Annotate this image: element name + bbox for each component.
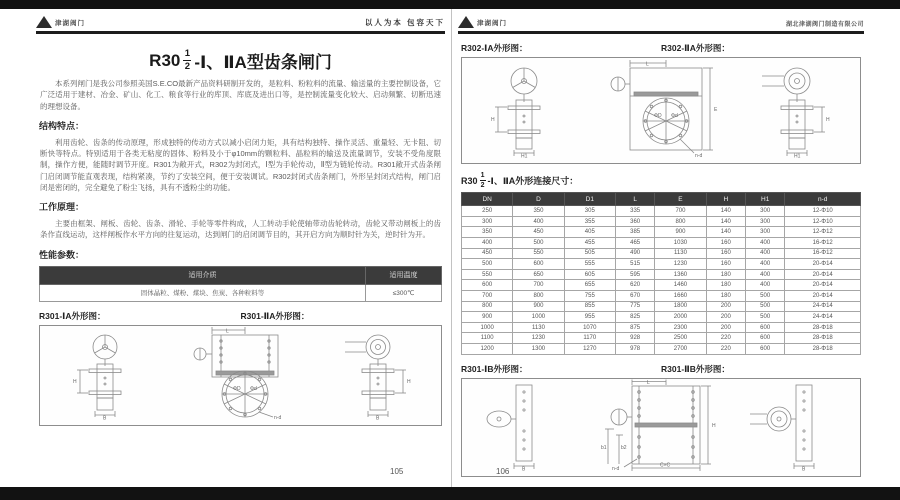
side-view-chainwheel — [762, 68, 825, 156]
front-view-enclosed — [611, 60, 713, 153]
logo-text: 津湖阀门 — [477, 19, 507, 27]
table-cell: 160 — [706, 237, 745, 248]
table-row — [462, 343, 861, 354]
table-cell: 2000 — [655, 312, 706, 323]
connection-size-heading — [461, 172, 861, 189]
figure-box-r301a — [39, 325, 442, 426]
page-number: 106 — [496, 467, 510, 476]
table-cell: 20-Φ14 — [785, 269, 861, 280]
figure-box-r302a — [461, 57, 861, 164]
company-logo — [458, 16, 507, 28]
table-cell: 1270 — [564, 343, 615, 354]
table-cell: 955 — [564, 312, 615, 323]
table-row — [462, 301, 861, 312]
fraction-bar — [480, 180, 486, 181]
table-cell: 300 — [746, 216, 785, 227]
table-cell: 400 — [746, 269, 785, 280]
table-cell: 500 — [746, 312, 785, 323]
table-cell: 700 — [462, 290, 513, 301]
conn-heading-suffix: -Ⅰ、ⅡA外形连接尺寸： — [487, 176, 579, 187]
side-view-chainwheel — [345, 335, 406, 417]
table-cell: 595 — [615, 269, 654, 280]
table-cell: 515 — [615, 259, 654, 270]
table-cell: 500 — [746, 301, 785, 312]
page-header — [36, 16, 445, 34]
column-header: 适用介质 — [40, 266, 366, 284]
table-cell: 180 — [706, 290, 745, 301]
table-cell: 400 — [513, 216, 564, 227]
connection-dimension-table — [461, 192, 861, 354]
dim-label-B: B — [522, 466, 526, 471]
table-cell: 200 — [706, 301, 745, 312]
table-cell: 855 — [564, 301, 615, 312]
section-heading-principle: 工作原理： — [39, 202, 85, 212]
table-cell: 140 — [706, 206, 745, 217]
table-cell: 335 — [615, 206, 654, 217]
table-cell: 600 — [462, 280, 513, 291]
conn-heading-fraction — [480, 172, 486, 189]
dim-label-L: L — [226, 328, 229, 334]
table-row — [462, 333, 861, 344]
table-cell: 2700 — [655, 343, 706, 354]
table-cell: 655 — [564, 280, 615, 291]
table-cell: 24-Φ14 — [785, 301, 861, 312]
dim-label-phiD: ΦD — [233, 385, 241, 392]
table-cell: 180 — [706, 280, 745, 291]
column-header: H1 — [746, 193, 785, 206]
table-cell: 490 — [615, 248, 654, 259]
table-cell: 1300 — [513, 343, 564, 354]
fraction-denominator: 2 — [184, 61, 190, 73]
page-105 — [30, 9, 451, 487]
figure-headings-top — [461, 42, 861, 54]
column-header: 适用温度 — [366, 266, 442, 284]
table-cell: 1100 — [462, 333, 513, 344]
column-header: L — [615, 193, 654, 206]
fraction-denominator: 2 — [480, 182, 485, 190]
top-black-bar — [0, 0, 900, 9]
table-cell: 固体晶粒、煤粉、煤块、焦炭、各种粒料等 — [40, 284, 366, 301]
table-cell: 605 — [564, 269, 615, 280]
principle-paragraph: 主要由框架、闸板、齿轮、齿条、滑轮、手轮等零件构成，人工转动手轮使轴带动齿轮转动，齿轮又带动闸板上的齿条作直线运动，这样闸板作水平方向的往复运动，达到闸门的启闭调节目的，其开启方向为顺时针为关，逆时针为开。 — [40, 219, 441, 240]
figure-heading-r301-1b: R301-ⅠB外形图： — [461, 363, 528, 374]
table-row — [462, 237, 861, 248]
table-cell: 12-Φ10 — [785, 206, 861, 217]
table-cell: 800 — [462, 301, 513, 312]
table-cell: 450 — [513, 227, 564, 238]
table-cell: 450 — [462, 248, 513, 259]
table-cell: 220 — [706, 343, 745, 354]
column-header: n-d — [785, 193, 861, 206]
dim-label-b2: b2 — [621, 444, 627, 451]
title-fraction — [183, 49, 191, 72]
table-cell: 500 — [513, 237, 564, 248]
table-cell: 12-Φ10 — [785, 216, 861, 227]
column-header: D1 — [564, 193, 615, 206]
table-cell: 400 — [746, 280, 785, 291]
table-cell: 455 — [564, 237, 615, 248]
column-header: DN — [462, 193, 513, 206]
table-row — [462, 248, 861, 259]
performance-table — [39, 266, 442, 302]
table-cell: 20-Φ14 — [785, 280, 861, 291]
company-logo — [36, 16, 85, 28]
table-cell: 140 — [706, 216, 745, 227]
table-cell: 1000 — [513, 312, 564, 323]
dim-label-B: B — [376, 415, 380, 420]
side-view-handwheel — [487, 385, 534, 469]
dim-label-B: B — [103, 415, 107, 420]
table-cell: 500 — [462, 259, 513, 270]
figure-box-r301b — [461, 378, 861, 477]
technical-drawing-r302a — [462, 58, 860, 158]
dim-label-H: H — [712, 422, 716, 429]
table-cell: 28-Φ18 — [785, 343, 861, 354]
table-cell: 700 — [513, 280, 564, 291]
table-cell: 385 — [615, 227, 654, 238]
dim-label-nd: n-d — [274, 414, 282, 420]
table-cell: 300 — [746, 206, 785, 217]
dim-label-E: E — [714, 107, 718, 113]
table-cell: 800 — [655, 216, 706, 227]
table-cell: 305 — [564, 206, 615, 217]
table-cell: 1000 — [462, 322, 513, 333]
table-cell: 16-Φ12 — [785, 248, 861, 259]
page-number: 105 — [390, 467, 404, 476]
header-slogan: 以人为本 包容天下 — [364, 18, 445, 27]
table-cell: 16-Φ12 — [785, 237, 861, 248]
dim-label-L: L — [646, 61, 649, 68]
table-row — [40, 284, 442, 301]
table-cell: 220 — [706, 333, 745, 344]
logo-text: 津湖阀门 — [55, 19, 85, 27]
table-cell: 1800 — [655, 301, 706, 312]
dim-label-H: H — [73, 378, 77, 385]
table-cell: 800 — [513, 290, 564, 301]
side-view-handwheel — [77, 335, 121, 417]
technical-drawing-r301b — [462, 379, 860, 471]
table-cell: 978 — [615, 343, 654, 354]
table-cell: 600 — [746, 333, 785, 344]
title-suffix: -Ⅰ、ⅡA型齿条闸门 — [194, 53, 332, 72]
table-row — [462, 259, 861, 270]
table-cell: 1130 — [513, 322, 564, 333]
intro-paragraph: 本系列闸门是我公司参照美国S.E.CO最新产品资料研制开发的，是粒料、粉粒料的流量、输送量的主要控制设备，它广泛适用于建材、冶金、矿山、化工、粮食等行业的库顶、库底及进出口等，是控制流量变化较大、启动频繁、切断迅速的理想设备。 — [40, 79, 441, 111]
table-cell: 200 — [706, 322, 745, 333]
page-header — [458, 16, 864, 34]
table-cell: 1230 — [513, 333, 564, 344]
table-cell: 550 — [513, 248, 564, 259]
table-cell: 1200 — [462, 343, 513, 354]
technical-drawing-r301a — [40, 326, 441, 420]
table-cell: 928 — [615, 333, 654, 344]
dim-label-H1: H1 — [521, 153, 528, 158]
dim-label-H1: H1 — [794, 153, 801, 158]
table-cell: ≤300℃ — [366, 284, 442, 301]
table-cell: 775 — [615, 301, 654, 312]
table-cell: 20-Φ14 — [785, 290, 861, 301]
fraction-numerator: 1 — [184, 48, 190, 60]
table-row — [462, 269, 861, 280]
title-prefix: R30 — [149, 50, 181, 70]
table-cell: 360 — [615, 216, 654, 227]
table-cell: 900 — [462, 312, 513, 323]
table-cell: 505 — [564, 248, 615, 259]
table-cell: 600 — [513, 259, 564, 270]
table-cell: 350 — [513, 206, 564, 217]
dim-label-B: B — [802, 466, 806, 471]
dim-label-H: H — [826, 117, 830, 123]
table-cell: 20-Φ14 — [785, 259, 861, 270]
table-cell: 500 — [746, 290, 785, 301]
bottom-black-bar — [0, 487, 900, 500]
table-cell: 620 — [615, 280, 654, 291]
table-cell: 250 — [462, 206, 513, 217]
table-cell: 160 — [706, 248, 745, 259]
table-cell: 900 — [513, 301, 564, 312]
table-cell: 1170 — [564, 333, 615, 344]
table-cell: 555 — [564, 259, 615, 270]
dim-label-phid: Φd — [250, 385, 257, 392]
page-title — [30, 48, 451, 73]
structure-paragraph: 利用齿轮、齿条的传动原理，形成独特的传动方式以减小启闭力矩，具有结构独特、操作灵活、重量轻、无卡阻、切断快等特点。特别适用于各类无粘度的固体、粉料及小于φ10mm的颗粒料、晶粒料的输送及流量调节，安装不受角度限制，操作方便，能随时调节开度。R301为敞开式，R302为封闭式，Ⅰ型为手轮传动，Ⅱ型为链轮传动。R301敞开式齿条闸门启闭调节能直观表现，结构紧凑，节约了安装空间，便于安装调试。R302封闭式齿条闸门，外形呈封闭式结构，闸门启闭是密闭的，完全避免了粉尘飞扬，具有不透粉尘的功能。 — [40, 137, 441, 192]
table-row — [462, 322, 861, 333]
performance-table-header — [40, 266, 442, 284]
table-cell: 1230 — [655, 259, 706, 270]
table-cell: 400 — [462, 237, 513, 248]
table-cell: 350 — [462, 227, 513, 238]
table-cell: 600 — [746, 343, 785, 354]
figure-heading-r302-1a: R302-ⅠA外形图： — [461, 43, 528, 53]
mountain-logo-icon — [458, 16, 474, 28]
table-cell: 200 — [706, 312, 745, 323]
table-cell: 900 — [655, 227, 706, 238]
table-cell: 1460 — [655, 280, 706, 291]
fraction-numerator: 1 — [480, 172, 485, 179]
table-cell: 755 — [564, 290, 615, 301]
table-cell: 160 — [706, 259, 745, 270]
table-cell: 1360 — [655, 269, 706, 280]
table-cell: 300 — [462, 216, 513, 227]
table-cell: 1070 — [564, 322, 615, 333]
table-cell: 1030 — [655, 237, 706, 248]
table-cell: 465 — [615, 237, 654, 248]
dim-label-H: H — [491, 117, 495, 123]
table-cell: 28-Φ18 — [785, 322, 861, 333]
dim-label-phid: Φd — [671, 113, 678, 119]
table-cell: 1130 — [655, 248, 706, 259]
column-header: H — [706, 193, 745, 206]
column-header: E — [655, 193, 706, 206]
dim-label-phiD: ΦD — [654, 113, 662, 119]
company-name: 湖北津湖阀门制造有限公司 — [785, 22, 864, 28]
side-view-handwheel — [495, 68, 540, 156]
table-row — [462, 280, 861, 291]
table-row — [462, 312, 861, 323]
figure-heading-r301-1a: R301-ⅠA外形图： — [39, 310, 106, 321]
table-row — [462, 290, 861, 301]
table-cell: 24-Φ14 — [785, 312, 861, 323]
table-cell: 400 — [746, 248, 785, 259]
table-cell: 825 — [615, 312, 654, 323]
table-cell: 550 — [462, 269, 513, 280]
table-cell: 2300 — [655, 322, 706, 333]
figure-headings-bottom — [461, 363, 861, 375]
table-cell: 600 — [746, 322, 785, 333]
dim-label-H: H — [407, 378, 411, 385]
dim-label-cxc: C×C — [660, 462, 671, 468]
table-cell: 28-Φ18 — [785, 333, 861, 344]
dim-label-L: L — [647, 379, 650, 386]
table-cell: 400 — [746, 259, 785, 270]
table-cell: 405 — [564, 227, 615, 238]
table-cell: 2500 — [655, 333, 706, 344]
figure-heading-r301-2a: R301-ⅡA外形图： — [240, 310, 310, 321]
page-106 — [452, 9, 870, 487]
table-cell: 1660 — [655, 290, 706, 301]
table-cell: 140 — [706, 227, 745, 238]
table-cell: 300 — [746, 227, 785, 238]
table-cell: 12-Φ12 — [785, 227, 861, 238]
dim-label-nd: n-d — [612, 465, 620, 471]
table-cell: 650 — [513, 269, 564, 280]
table-row — [462, 206, 861, 217]
table-row — [462, 227, 861, 238]
table-cell: 400 — [746, 237, 785, 248]
table-cell: 180 — [706, 269, 745, 280]
section-heading-performance: 性能参数： — [39, 249, 85, 260]
table-cell: 875 — [615, 322, 654, 333]
front-view-square-gate — [605, 379, 711, 471]
table-cell: 355 — [564, 216, 615, 227]
mountain-logo-icon — [36, 16, 52, 28]
table-row — [462, 216, 861, 227]
figure-heading-r302-2a: R302-ⅡA外形图： — [661, 43, 730, 53]
side-view-chainwheel — [750, 385, 814, 469]
table-cell: 670 — [615, 290, 654, 301]
column-header: D — [513, 193, 564, 206]
dim-label-nd: n-d — [695, 153, 703, 158]
figure-heading-r301-2b: R301-ⅡB外形图： — [661, 363, 730, 374]
section-heading-structure: 结构特点： — [39, 120, 85, 131]
table-cell: 700 — [655, 206, 706, 217]
front-view-open-frame — [194, 327, 278, 417]
conn-heading-prefix: R30 — [461, 175, 478, 186]
dimension-table-header — [462, 193, 861, 206]
figure-headings — [39, 310, 442, 322]
dim-label-b1: b1 — [601, 444, 607, 451]
